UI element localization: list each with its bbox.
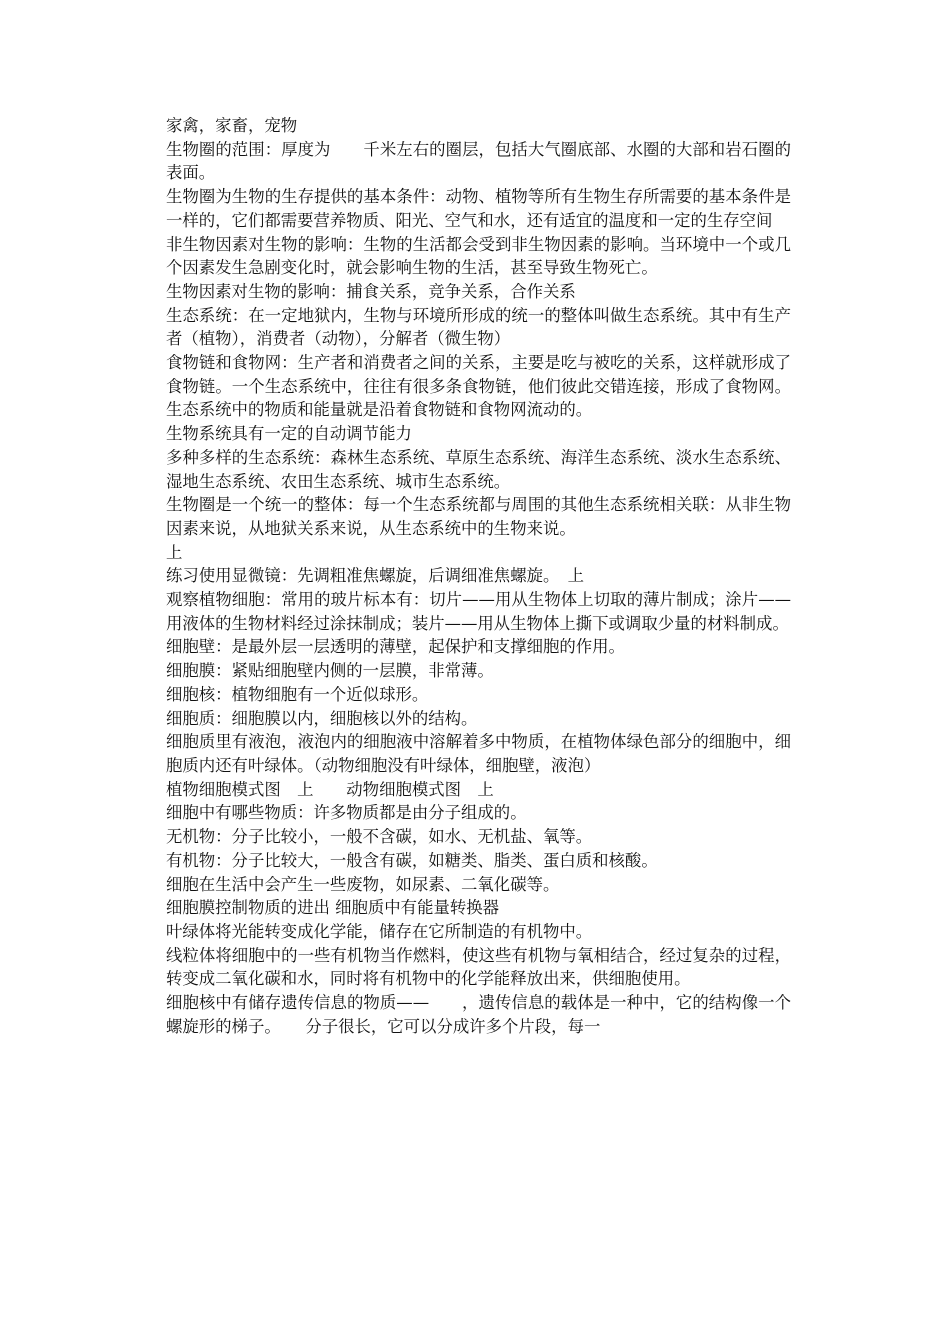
paragraph-14: 细胞壁：是最外层一层透明的薄壁，起保护和支撑细胞的作用。 bbox=[166, 637, 625, 657]
paragraph-1: 家禽，家畜，宠物 bbox=[166, 116, 298, 135]
paragraph-5: 生物因素对生物的影响：捕食关系，竞争关系，合作关系 bbox=[166, 281, 576, 301]
paragraph-11: 上 bbox=[166, 542, 183, 562]
paragraph-13: 观察植物细胞：常用的玻片标本有：切片——用从生物体上切取的薄片制成；涂片——用液体的生物材料经过涂抹制成；装片——用从生物体上撕下或调取少量的材料制成。 bbox=[166, 590, 791, 633]
paragraph-21: 无机物：分子比较小，一般不含碳，如水、无机盐、氧等。 bbox=[166, 827, 593, 847]
paragraph-10: 生物圈是一个统一的整体：每一个生态系统都与周围的其他生态系统相关联：从非生物因素来说，从地狱关系来说，从生态系统中的生物来说。 bbox=[166, 495, 791, 538]
paragraph-12: 练习使用显微镜：先调粗准焦螺旋，后调细准焦螺旋。 上 bbox=[166, 566, 584, 586]
paragraph-22: 有机物：分子比较大，一般含有碳，如糖类、脂类、蛋白质和核酸。 bbox=[166, 850, 658, 870]
paragraph-9: 多种多样的生态系统：森林生态系统、草原生态系统、海洋生态系统、淡水生态系统、湿地生态系统、农田生态系统、城市生态系统。 bbox=[166, 447, 791, 491]
paragraph-7: 食物链和食物网：生产者和消费者之间的关系，主要是吃与被吃的关系，这样就形成了食物链。一个生态系统中，往往有很多条食物链，他们彼此交错连接，形成了食物网。生态系统中的物质和能量就是沿着食物链和食物网流动的。 bbox=[166, 353, 791, 420]
paragraph-15: 细胞膜：紧贴细胞壁内侧的一层膜，非常薄。 bbox=[166, 661, 494, 681]
paragraph-18: 细胞质里有液泡，液泡内的细胞液中溶解着多中物质，在植物体绿色部分的细胞中，细胞质内还有叶绿体。（动物细胞没有叶绿体，细胞壁，液泡） bbox=[166, 732, 791, 775]
paragraph-3: 生物圈为生物的生存提供的基本条件：动物、植物等所有生物生存所需要的基本条件是一样的，它们都需要营养物质、阳光、空气和水，还有适宜的温度和一定的生存空间 bbox=[166, 187, 791, 230]
document-body bbox=[166, 114, 791, 1038]
paragraph-6: 生态系统：在一定地狱内，生物与环境所形成的统一的整体叫做生态系统。其中有生产者（植物），消费者（动物），分解者（微生物） bbox=[166, 305, 791, 349]
paragraph-4: 非生物因素对生物的影响：生物的生活都会受到非生物因素的影响。当环境中一个或几个因素发生急剧变化时，就会影响生物的生活，甚至导致生物死亡。 bbox=[166, 234, 791, 278]
paragraph-19: 植物细胞模式图 上 动物细胞模式图 上 bbox=[166, 779, 494, 799]
paragraph-27: 细胞核中有储存遗传信息的物质—— ，遗传信息的载体是一种中，它的结构像一个螺旋形的梯子。 分子很长，它可以分成许多个片段，每一 bbox=[166, 993, 791, 1036]
paragraph-26: 线粒体将细胞中的一些有机物当作燃料，使这些有机物与氧相结合，经过复杂的过程，转变成二氧化碳和水，同时将有机物中的化学能释放出来，供细胞使用。 bbox=[166, 945, 791, 989]
paragraph-2: 生物圈的范围：厚度为 千米左右的圈层，包括大气圈底部、水圈的大部和岩石圈的表面。 bbox=[166, 139, 791, 183]
paragraph-20: 细胞中有哪些物质：许多物质都是由分子组成的。 bbox=[166, 803, 527, 823]
paragraph-17: 细胞质：细胞膜以内，细胞核以外的结构。 bbox=[166, 708, 478, 728]
paragraph-25: 叶绿体将光能转变成化学能，储存在它所制造的有机物中。 bbox=[166, 921, 593, 941]
paragraph-8: 生物系统具有一定的自动调节能力 bbox=[166, 424, 412, 444]
paragraph-16: 细胞核：植物细胞有一个近似球形。 bbox=[166, 684, 429, 704]
paragraph-24: 细胞膜控制物质的进出 细胞质中有能量转换器 bbox=[166, 898, 500, 918]
paragraph-23: 细胞在生活中会产生一些废物，如尿素、二氧化碳等。 bbox=[166, 874, 560, 894]
